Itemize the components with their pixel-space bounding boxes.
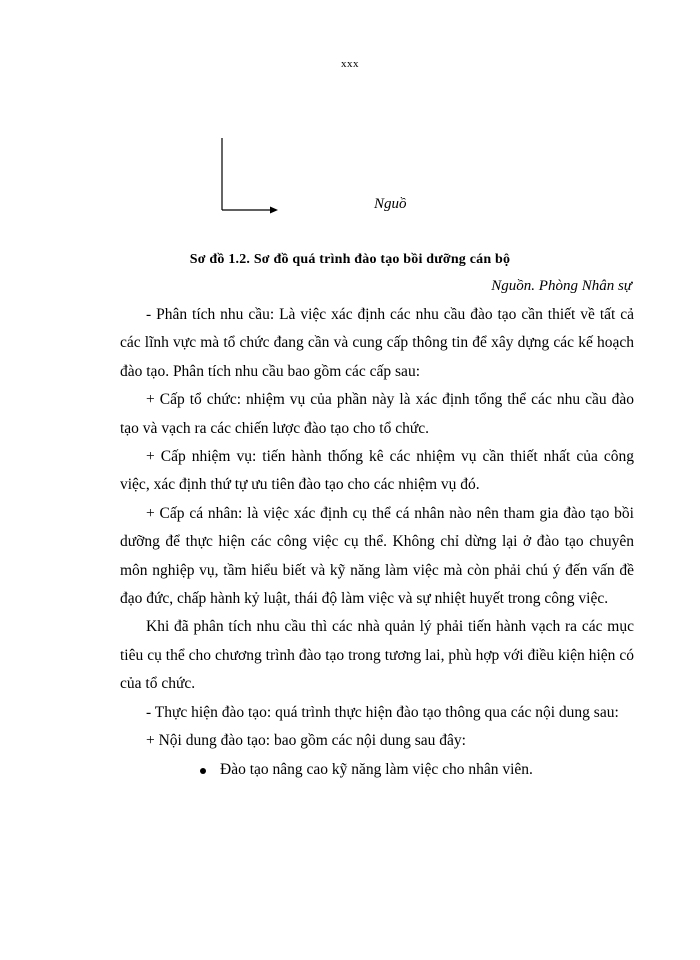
paragraph-training-implementation: - Thực hiện đào tạo: quá trình thực hiện đào tạo thông qua các nội dung sau:: [146, 703, 619, 721]
paragraph-individual-level: + Cấp cá nhân: là việc xác định cụ thể cá nhân nào nên tham gia đào tạo bồi dưỡng để thực hiện các công việc cụ thể. Không chỉ dừng lại ở đào tạo chuyên môn nghiệp vụ, tầm hiểu biết và kỹ năng làm việc mà còn phải chú ý đến vấn đề đạo đức, chấp hành kỷ luật, thái độ làm việc và sự nhiệt huyết trong công việc.: [120, 504, 634, 608]
list-item: [198, 756, 634, 784]
paragraph-objectives: Khi đã phân tích nhu cầu thì các nhà quản lý phải tiến hành vạch ra các mục tiêu cụ thể cho chương trình đào tạo trong tương lai, phù hợp với điều kiện hiện có của tổ chức.: [120, 618, 634, 693]
header-mark: xxx: [341, 58, 359, 70]
diagram-arrow-head: [270, 207, 278, 214]
diagram-connector: [210, 130, 470, 230]
diagram-label: Nguồ: [374, 196, 407, 212]
figure-source: Nguồn. Phòng Nhân sự: [491, 278, 632, 294]
bullet-list: [120, 756, 634, 784]
list-item-text: Đào tạo nâng cao kỹ năng làm việc cho nhân viên.: [220, 760, 533, 778]
paragraph-organization-level: + Cấp tổ chức: nhiệm vụ của phần này là xác định tổng thể các nhu cầu đào tạo và vạch ra các chiến lược đào tạo cho tổ chức.: [120, 391, 634, 437]
figure-caption: Sơ đồ 1.2. Sơ đồ quá trình đào tạo bồi dưỡng cán bộ: [189, 252, 511, 267]
body-text: [120, 301, 634, 784]
process-diagram-fragment: [210, 130, 470, 230]
bullet-icon: [200, 768, 206, 774]
paragraph-task-level: + Cấp nhiệm vụ: tiến hành thống kê các nhiệm vụ cần thiết nhất của công việc, xác định thứ tự ưu tiên đào tạo cho các nhiệm vụ đó.: [120, 448, 634, 494]
paragraph-needs-analysis: - Phân tích nhu cầu: Là việc xác định các nhu cầu đào tạo cần thiết về tất cả các lĩnh vực mà tổ chức đang cần và cung cấp thông tin để xây dựng các kế hoạch đào tạo. Phân tích nhu cầu bao gồm các cấp sau:: [120, 306, 634, 380]
paragraph-training-content: + Nội dung đào tạo: bao gồm các nội dung sau đây:: [146, 732, 466, 750]
